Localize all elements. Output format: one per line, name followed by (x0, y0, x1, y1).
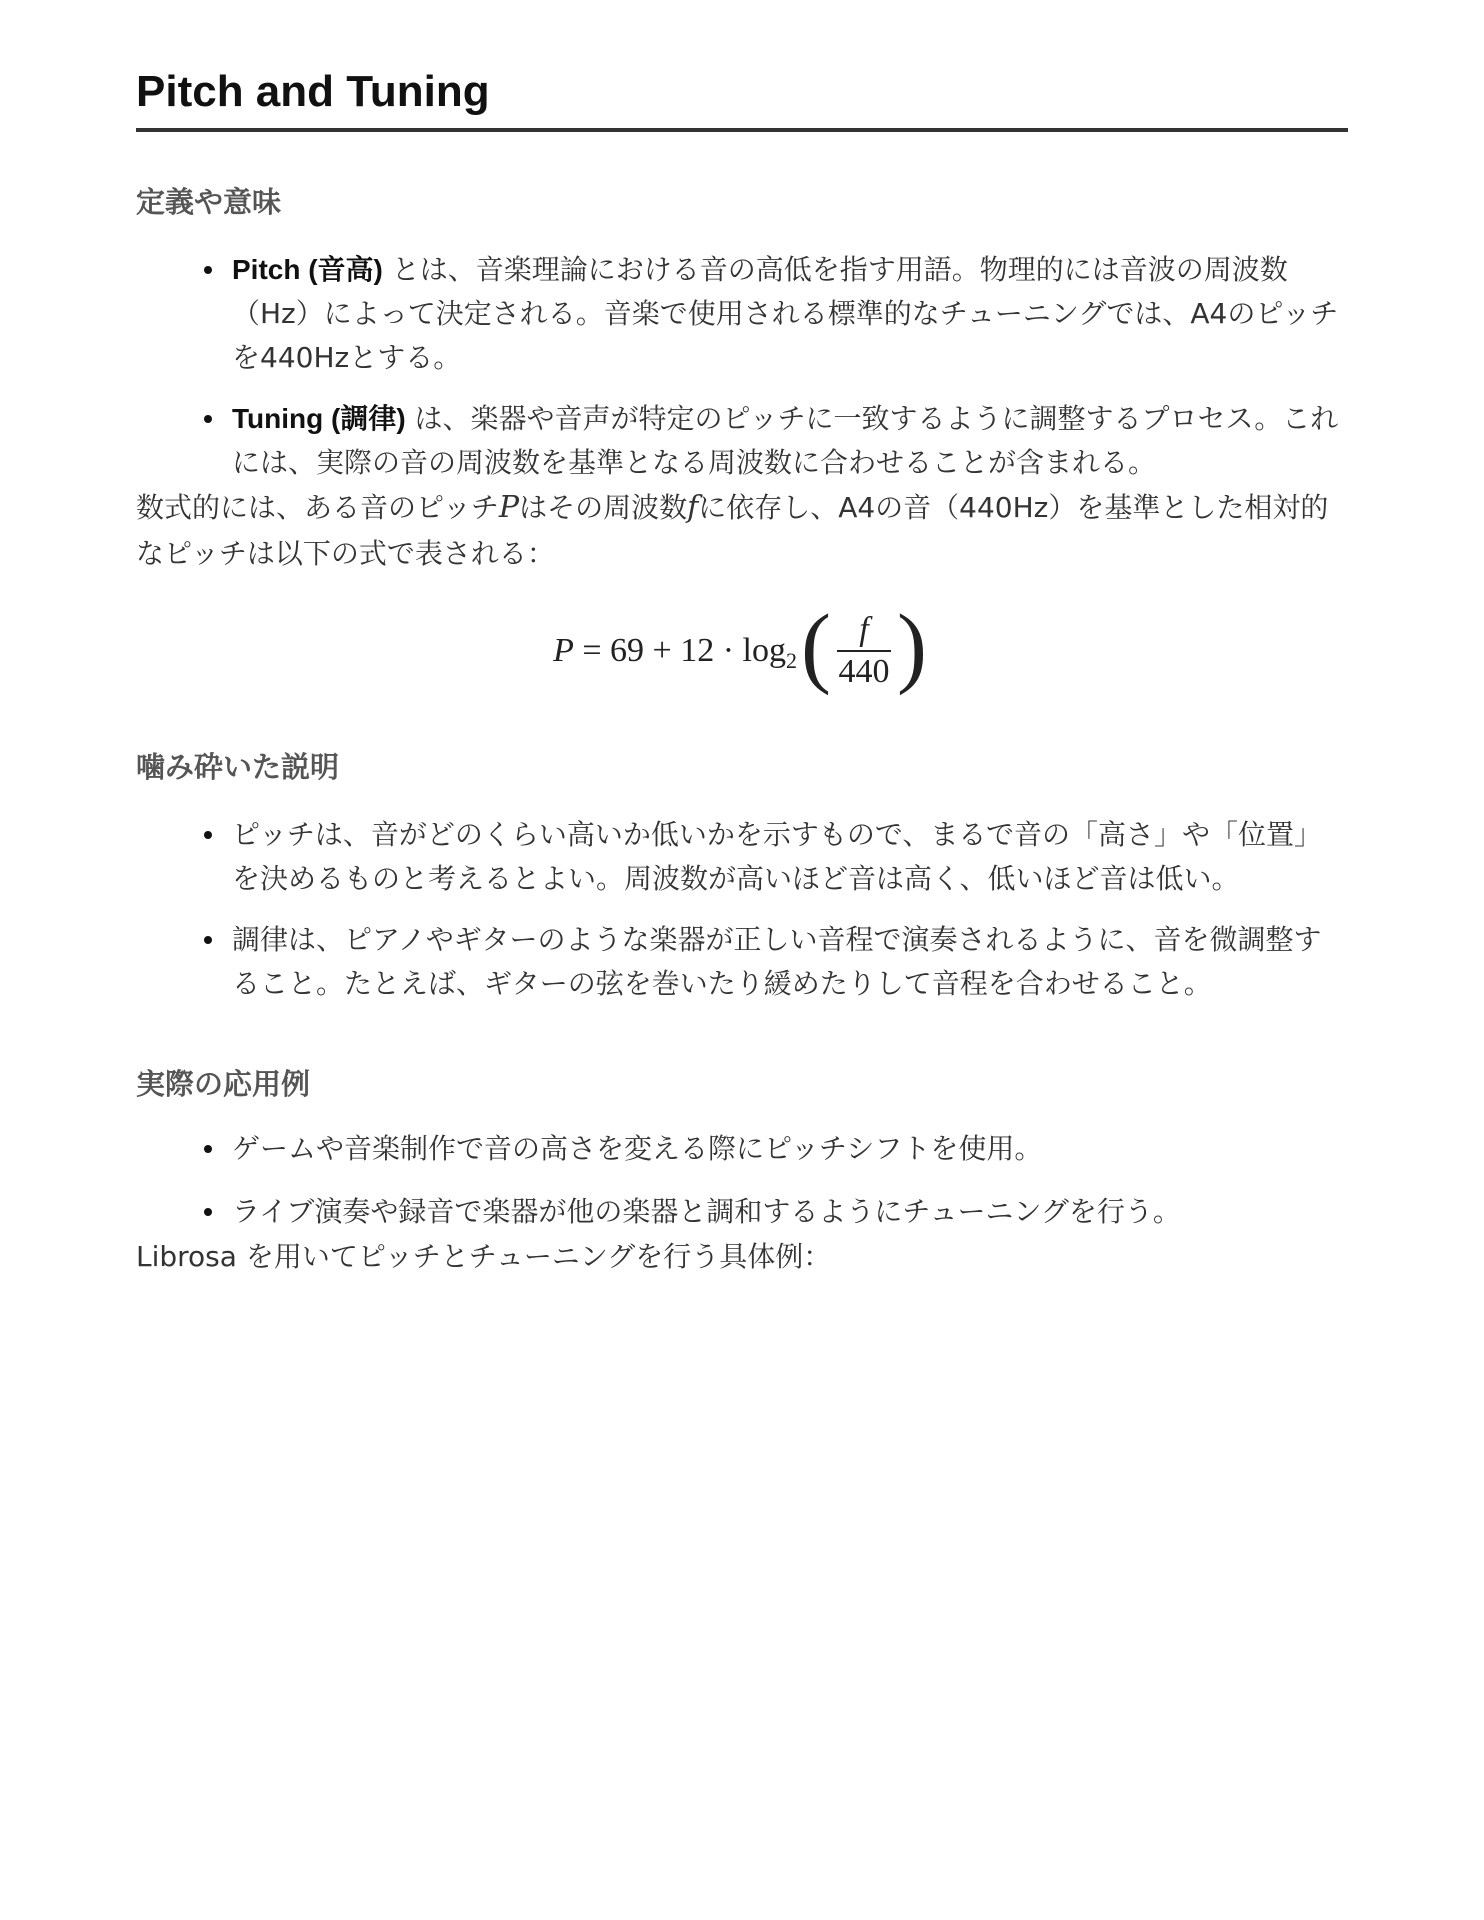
formula-intro-paragraph (136, 485, 1348, 577)
formula-fraction (837, 610, 891, 692)
term-tuning: Tuning (調律) (232, 403, 406, 435)
formula-lhs: P (553, 632, 574, 670)
term-pitch: Pitch (音高) (232, 254, 383, 286)
definition-heading: 定義や意味 (136, 185, 282, 220)
formula-intro-part1: 数式的には、ある音のピッチ (136, 491, 499, 525)
definition-pitch-text: とは、音楽理論における音の高低を指す用語。物理的には音波の周波数（Hz）によって決定される。音楽で使用される標準的なチューニングでは、A4のピッチを440Hzとする。 (232, 253, 1339, 375)
fraction-denominator: 440 (838, 653, 890, 691)
pitch-formula (136, 597, 1348, 701)
list-item-pitch (232, 248, 1348, 380)
right-paren: ) (896, 597, 927, 697)
simple-explanation-list (136, 813, 1348, 1006)
page-title: Pitch and Tuning (136, 68, 1348, 132)
definition-list (136, 248, 1348, 485)
list-item: ライブ演奏や録音で楽器が他の楽器と調和するようにチューニングを行う。 (232, 1190, 1348, 1234)
left-paren: ( (800, 597, 831, 697)
librosa-intro-paragraph: Librosa を用いてピッチとチューニングを行う具体例： (136, 1240, 832, 1274)
list-item: 調律は、ピアノやギターのような楽器が正しい音程で演奏されるように、音を微調整すること。たとえば、ギターの弦を巻いたり緩めたりして音程を合わせること。 (232, 918, 1348, 1006)
list-item: ピッチは、音がどのくらい高いか低いかを示すもので、まるで音の「高さ」や「位置」を決めるものと考えるとよい。周波数が高いほど音は高く、低いほど音は低い。 (232, 813, 1348, 901)
formula-intro-part3: に依存し、A4の音（440Hz）を基準とした相対的なピッチは以下の式で表される： (136, 491, 1329, 571)
fraction-numerator: f (859, 611, 869, 649)
math-variable-f: f (687, 490, 699, 526)
list-item: ゲームや音楽制作で音の高さを変える際にピッチシフトを使用。 (232, 1127, 1348, 1171)
formula-rhs: = 69 + 12 · log (573, 632, 786, 670)
simple-explanation-heading: 噛み砕いた説明 (136, 750, 340, 785)
math-variable-p: P (498, 490, 520, 526)
list-item-tuning (232, 397, 1348, 485)
formula-intro-part2: はその周波数 (519, 491, 688, 525)
definition-tuning-text: は、楽器や音声が特定のピッチに一致するように調整するプロセス。これには、実際の音の周波数を基準となる周波数に合わせることが含まれる。 (232, 402, 1339, 480)
formula-log-base: 2 (785, 648, 797, 674)
applications-heading: 実際の応用例 (136, 1066, 311, 1101)
applications-list (136, 1127, 1348, 1234)
